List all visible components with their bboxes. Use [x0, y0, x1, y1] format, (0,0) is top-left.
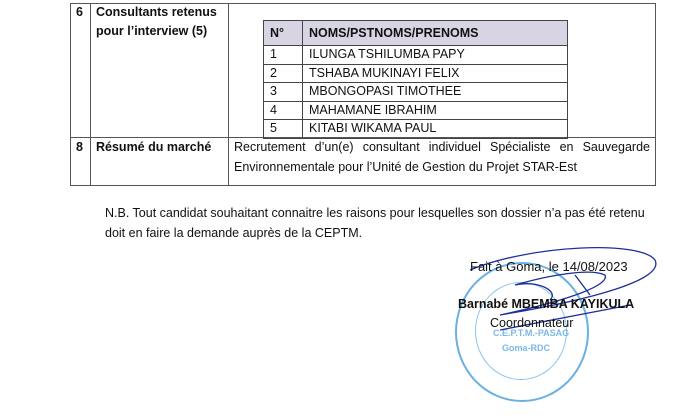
row6-label-line1: Consultants retenus	[96, 5, 217, 19]
row-number: 2	[264, 64, 303, 83]
row8-label: Résumé du marché	[96, 140, 212, 154]
row8-number: 8	[76, 140, 83, 154]
table-row	[264, 46, 568, 65]
table-header-row	[264, 21, 568, 46]
row-name: KITABI WIKAMA PAUL	[303, 120, 568, 139]
table-row	[264, 101, 568, 120]
row6-number: 6	[76, 5, 83, 19]
row8-text-line2: Environnementale pour l’Unité de Gestion du Projet STAR-Est	[234, 160, 577, 174]
row-name: MAHAMANE IBRAHIM	[303, 101, 568, 120]
header-number: N°	[264, 21, 303, 46]
stamp-city: Goma-RDC	[502, 343, 551, 353]
place-date: Fait à Goma, le 14/08/2023	[470, 259, 628, 274]
row-number: 3	[264, 83, 303, 102]
header-names: NOMS/PSTNOMS/PRENOMS	[303, 21, 568, 46]
row-number: 5	[264, 120, 303, 139]
row-number: 4	[264, 101, 303, 120]
note-line1: N.B. Tout candidat souhaitant connaitre les raisons pour lesquelles son dossier n’a pas été retenu	[105, 206, 645, 220]
table-row	[264, 83, 568, 102]
row-name: MBONGOPASI TIMOTHEE	[303, 83, 568, 102]
table-row	[264, 120, 568, 139]
row-number: 1	[264, 46, 303, 65]
row-name: TSHABA MUKINAYI FELIX	[303, 64, 568, 83]
signatory-title: Coordonnateur	[490, 316, 574, 330]
stamp-center: C.E.P.T.M.-PASAG	[493, 328, 570, 338]
row6-label-line2: pour l’interview (5)	[96, 24, 208, 38]
handwritten-signature	[440, 240, 680, 350]
row-name: ILUNGA TSHILUMBA PAPY	[303, 46, 568, 65]
table-row	[264, 64, 568, 83]
note-line2: doit en faire la demande auprès de la CEPTM.	[105, 226, 363, 240]
consultants-table	[263, 20, 568, 139]
signatory-name: Barnabé MBEMBA KAYIKULA	[458, 297, 635, 311]
row8-text-line1: Recrutement d’un(e) consultant individuel Spécialiste en Sauvegarde	[234, 140, 650, 154]
